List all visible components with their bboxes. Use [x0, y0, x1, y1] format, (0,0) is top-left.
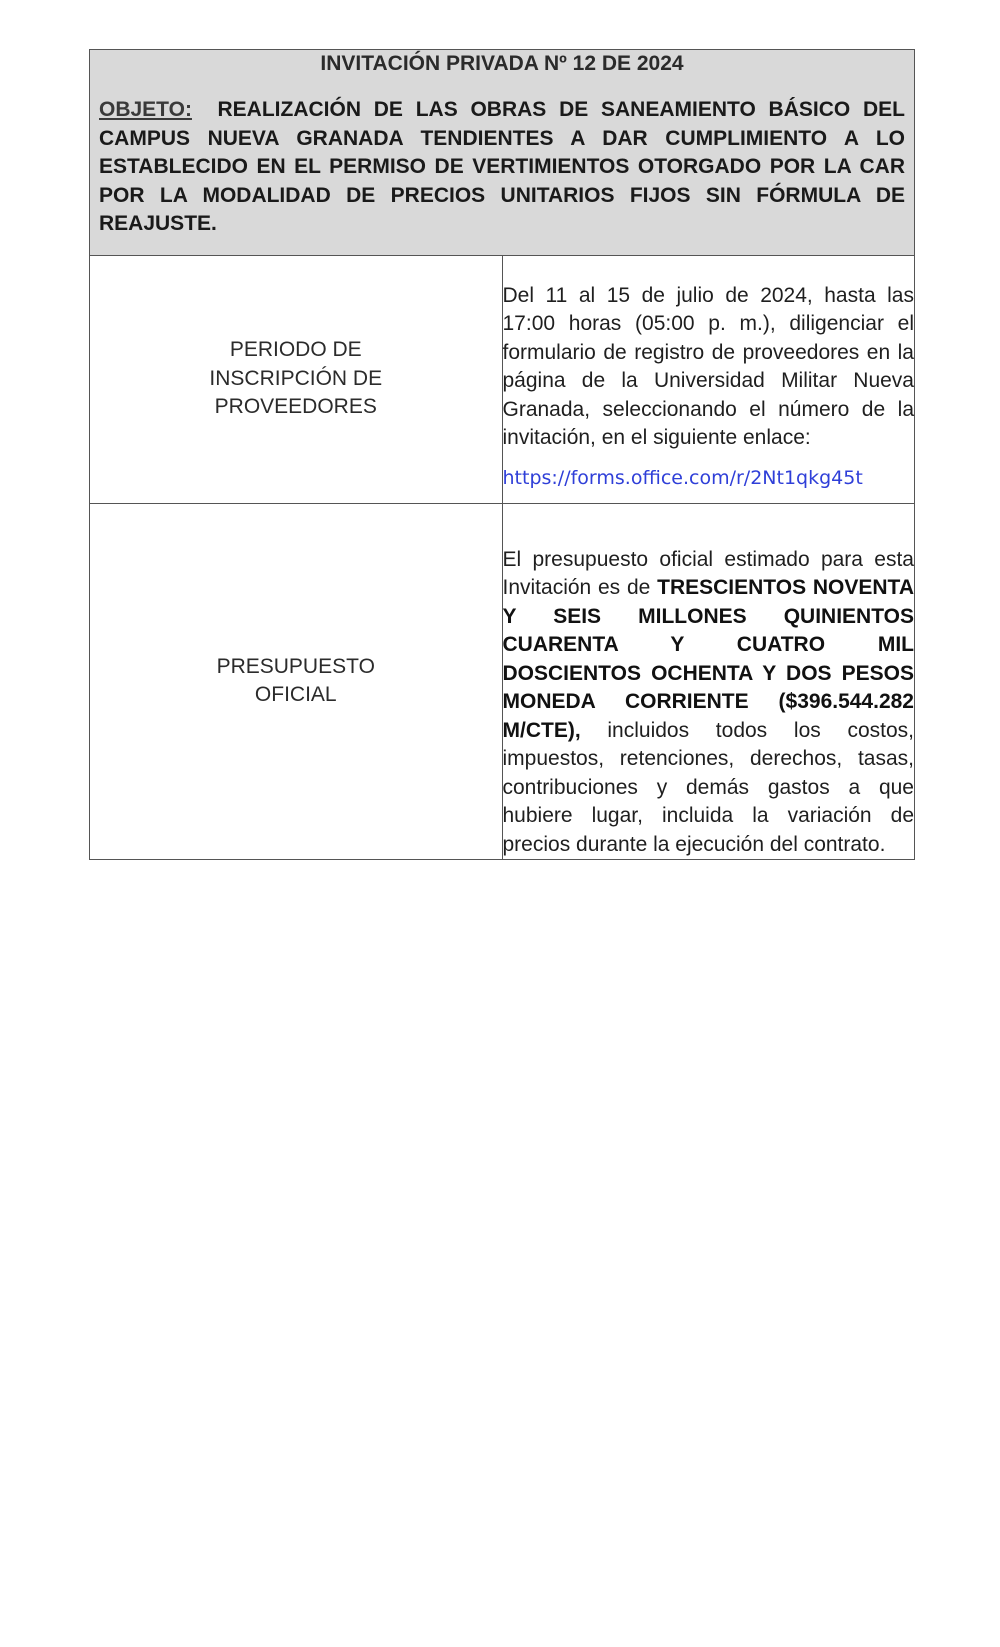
budget-text-intro: El presupuesto oficial estimado para esta Invitación es de	[502, 547, 914, 599]
budget-text-rest: incluidos todos los costos, impuestos, retenciones, derechos, tasas, contribuciones y demás gastos a que hubiere lugar, incluida la variación de precios durante la ejecución del contrato.	[502, 718, 914, 856]
budget-label-line: OFICIAL	[254, 683, 337, 707]
header-row	[90, 50, 915, 256]
registration-label-line: PROVEEDORES	[214, 395, 377, 419]
invitation-table	[89, 49, 915, 860]
header-cell	[90, 50, 915, 256]
budget-label-cell	[90, 503, 503, 860]
registration-label-line: INSCRIPCIÓN DE	[209, 366, 383, 390]
budget-row	[90, 503, 915, 860]
registration-form-link[interactable]: https://forms.office.com/r/2Nt1qkg45t	[502, 466, 863, 489]
registration-content-cell	[502, 255, 915, 503]
registration-label-cell	[90, 255, 503, 503]
budget-content-cell	[502, 503, 915, 860]
budget-amount-text: TRESCIENTOS NOVENTA Y SEIS MILLONES QUINIENTOS CUARENTA Y CUATRO MIL DOSCIENTOS OCHENTA Y DOS PESOS MONEDA CORRIENTE ($396.544.282 M/CTE),	[502, 576, 914, 742]
registration-row	[90, 255, 915, 503]
objeto-text: REALIZACIÓN DE LAS OBRAS DE SANEAMIENTO BÁSICO DEL CAMPUS NUEVA GRANADA TENDIENTES A DAR CUMPLIMIENTO A LO ESTABLECIDO EN EL PERMISO DE VERTIMIENTOS OTORGADO POR LA CAR POR LA MODALIDAD DE PRECIOS UNITARIOS FIJOS SIN FÓRMULA DE REAJUSTE.	[99, 98, 905, 235]
objeto-label: OBJETO:	[99, 98, 192, 121]
budget-label-line: PRESUPUESTO	[216, 654, 375, 678]
registration-text: Del 11 al 15 de julio de 2024, hasta las 17:00 horas (05:00 p. m.), diligenciar el formulario de registro de proveedores en la página de la Universidad Militar Nueva Granada, seleccionando el número de la invitación, en el siguiente enlace:	[502, 283, 914, 449]
registration-label-line: PERIODO DE	[229, 338, 362, 362]
invitation-title: INVITACIÓN PRIVADA Nº 12 DE 2024	[320, 52, 684, 75]
objeto-paragraph	[99, 96, 905, 239]
